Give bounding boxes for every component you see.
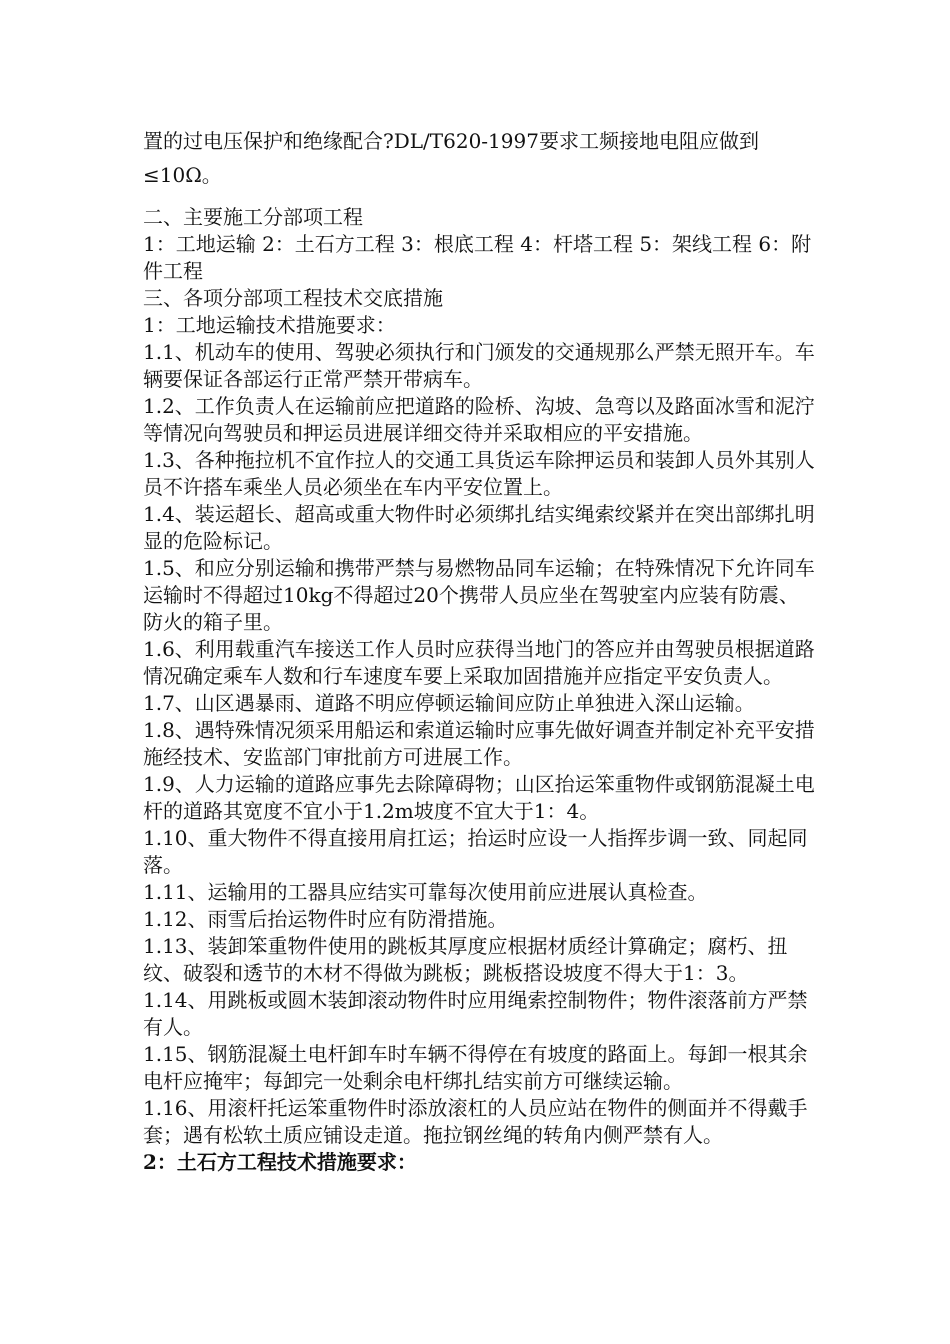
clause-1-14: 1.14、用跳板或圆木装卸滚动物件时应用绳索控制物件；物件滚落前方严禁有人。 bbox=[143, 988, 808, 1039]
clause-1-16: 1.16、用滚杆托运笨重物件时添放滚杠的人员应站在物件的侧面并不得戴手套；遇有松软土质应铺设走道。拖拉钢丝绳的转角内侧严禁有人。 bbox=[143, 1096, 808, 1147]
clause-1-6: 1.6、利用载重汽车接送工作人员时应获得当地门的答应并由驾驶员根据道路情况确定乘车人数和行车速度车要上采取加固措施并应指定平安负责人。 bbox=[143, 637, 815, 688]
clause-1-3: 1.3、各种拖拉机不宜作拉人的交通工具货运车除押运员和装卸人员外其别人员不许搭车乘坐人员必须坐在车内平安位置上。 bbox=[143, 448, 815, 499]
section-heading-3: 三、各项分部项工程技术交底措施 bbox=[143, 286, 443, 310]
subsection-heading-1: 1：工地运输技术措施要求： bbox=[143, 313, 396, 337]
clause-1-13: 1.13、装卸笨重物件使用的跳板其厚度应根据材质经计算确定；腐朽、扭纹、破裂和透节的木材不得做为跳板；跳板搭设坡度不得大于1：3。 bbox=[143, 934, 788, 985]
document-page bbox=[143, 124, 815, 1176]
clause-1-5: 1.5、和应分别运输和携带严禁与易燃物品同车运输；在特殊情况下允许同车运输时不得超过10kg不得超过20个携带人员应坐在驾驶室内应装有防震、防火的箱子里。 bbox=[143, 556, 815, 634]
subsection-heading-2: 2：土石方工程技术措施要求： bbox=[143, 1150, 417, 1174]
clause-1-2: 1.2、工作负责人在运输前应把道路的险桥、沟坡、急弯以及路面冰雪和泥泞等情况向驾驶员和押运员进展详细交待并采取相应的平安措施。 bbox=[143, 394, 815, 445]
clause-1-4: 1.4、装运超长、超高或重大物件时必须绑扎结实绳索绞紧并在突出部绑扎明显的危险标记。 bbox=[143, 502, 815, 553]
clause-1-15: 1.15、钢筋混凝土电杆卸车时车辆不得停在有坡度的路面上。每卸一根其余电杆应掩牢；每卸完一处剩余电杆绑扎结实前方可继续运输。 bbox=[143, 1042, 808, 1093]
clause-1-11: 1.11、运输用的工器具应结实可靠每次使用前应进展认真检查。 bbox=[143, 880, 708, 904]
clause-1-10: 1.10、重大物件不得直接用肩扛运；抬运时应设一人指挥步调一致、同起同落。 bbox=[143, 826, 808, 877]
clause-1-9: 1.9、人力运输的道路应事先去除障碍物；山区抬运笨重物件或钢筋混凝土电杆的道路其宽度不宜小于1.2m坡度不宜大于1：4。 bbox=[143, 772, 815, 823]
clause-1-8: 1.8、遇特殊情况须采用船运和索道运输时应事先做好调查并制定补充平安措施经技术、安监部门审批前方可进展工作。 bbox=[143, 718, 815, 769]
clause-1-12: 1.12、雨雪后抬运物件时应有防滑措施。 bbox=[143, 907, 508, 931]
work-items-list: 1：工地运输 2：土石方工程 3：根底工程 4：杆塔工程 5：架线工程 6：附件工程 bbox=[143, 232, 812, 283]
section-heading-2: 二、主要施工分部项工程 bbox=[143, 205, 363, 229]
clause-1-1: 1.1、机动车的使用、驾驶必须执行和门颁发的交通规那么严禁无照开车。车辆要保证各部运行正常严禁开带病车。 bbox=[143, 340, 815, 391]
clause-1-7: 1.7、山区遇暴雨、道路不明应停顿运输间应防止单独进入深山运输。 bbox=[143, 691, 755, 715]
intro-paragraph: 置的过电压保护和绝缘配合?DL/T620-1997要求工频接地电阻应做到≤10Ω。 bbox=[143, 129, 759, 187]
